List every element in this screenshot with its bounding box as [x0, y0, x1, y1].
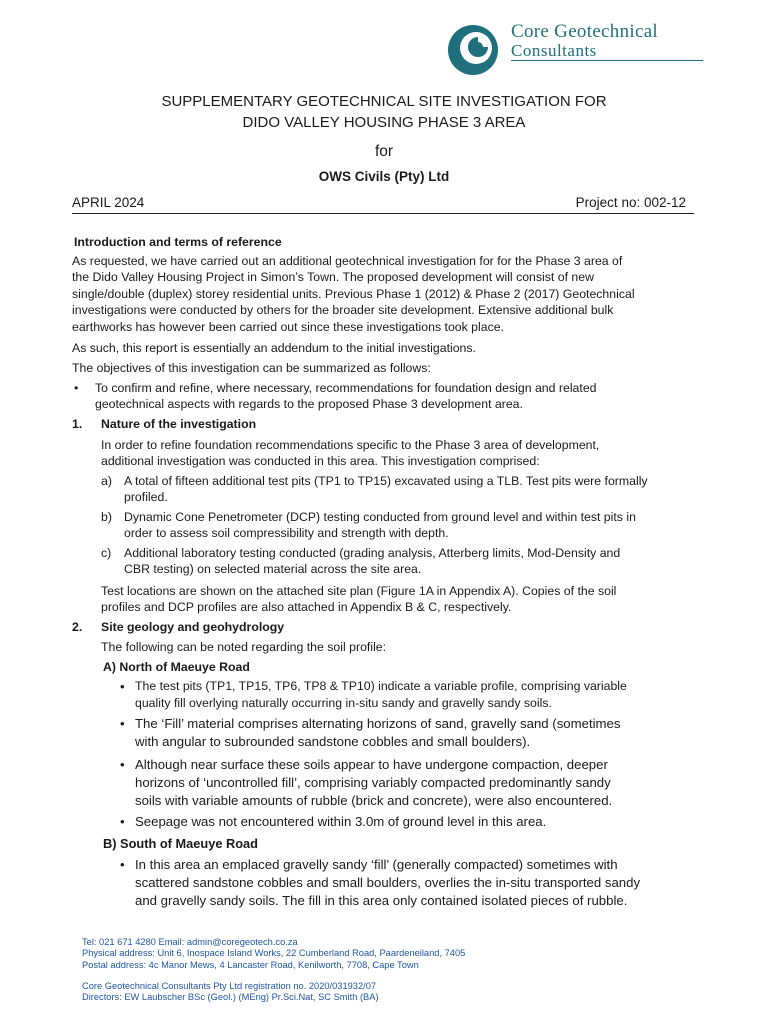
- text-line: single/double (duplex) storey residential units. Previous Phase 1 (2012) & Phase 2 (2017) Geotechnical: [72, 286, 635, 301]
- intro-paragraph-2: As such, this report is essentially an addendum to the initial investigations.: [72, 341, 476, 355]
- client-name: OWS Civils (Pty) Ltd: [318, 169, 450, 184]
- list-marker: c): [101, 546, 112, 560]
- company-name: [511, 22, 658, 60]
- text-line: To confirm and refine, where necessary, recommendations for foundation design and related: [95, 381, 597, 395]
- report-date: APRIL 2024: [72, 195, 145, 210]
- logo-divider: [511, 60, 703, 61]
- footer-postal-address: Postal address: 4c Manor Mews, 4 Lancaster Road, Kenilworth, 7708, Cape Town: [82, 959, 419, 970]
- list-marker: b): [101, 510, 112, 524]
- bullet-icon: •: [120, 716, 125, 731]
- text-line: with angular to subrounded sandstone cobbles and small boulders).: [135, 733, 531, 749]
- list-item: [124, 545, 620, 578]
- list-item: [135, 715, 620, 751]
- section1-heading: Nature of the investigation: [101, 417, 257, 431]
- text-line: CBR testing) on selected material across the site area.: [124, 562, 422, 577]
- text-line: and gravelly sandy soils. The fill in this area only contained isolated pieces of rubble.: [135, 892, 628, 908]
- bullet-icon: •: [74, 381, 79, 395]
- company-name-line1: Core Geotechnical: [511, 21, 659, 42]
- text-line: the Dido Valley Housing Project in Simon’s Town. The proposed development will consist of new: [72, 270, 594, 285]
- text-line: horizons of ‘uncontrolled fill’, comprising variably compacted predominantly sandy: [135, 774, 611, 790]
- report-for: for: [374, 143, 394, 160]
- section2-number: 2.: [72, 620, 83, 634]
- bullet-icon: •: [120, 814, 125, 829]
- text-line: Test locations are shown on the attached site plan (Figure 1A in Appendix A). Copies of the soil: [101, 584, 617, 598]
- intro-bullet: [95, 380, 597, 413]
- text-line: order to assess soil compressibility and strength with depth.: [124, 526, 449, 541]
- list-item: [124, 473, 648, 506]
- text-line: Additional laboratory testing conducted (grading analysis, Atterberg limits, Mod-Density and: [124, 546, 621, 560]
- footer-company: [82, 981, 379, 1004]
- footer-contact: [82, 937, 465, 971]
- bullet-icon: •: [120, 679, 125, 694]
- text-line: scattered sandstone cobbles and small boulders, overlies the in-situ transported sandy: [135, 874, 641, 890]
- intro-paragraph-3: The objectives of this investigation can be summarized as follows:: [72, 361, 431, 375]
- report-title-line1: SUPPLEMENTARY GEOTECHNICAL SITE INVESTIGATION FOR: [161, 93, 607, 110]
- text-line: soils with variable amounts of rubble (brick and concrete), were also encountered.: [135, 792, 613, 808]
- list-item: [124, 509, 636, 542]
- text-line: The ‘Fill’ material comprises alternating horizons of sand, gravelly sand (sometimes: [135, 716, 621, 731]
- text-line: profiles and DCP profiles are also attached in Appendix B & C, respectively.: [101, 600, 512, 615]
- text-line: As requested, we have carried out an additional geotechnical investigation for for the Phase 3 area of: [72, 254, 623, 268]
- subsection-b-heading: B) South of Maeuye Road: [103, 836, 258, 851]
- company-name-line2: Consultants: [511, 41, 597, 60]
- project-number: Project no: 002-12: [575, 195, 686, 210]
- intro-heading: Introduction and terms of reference: [74, 235, 282, 249]
- date-project-line: [72, 195, 694, 214]
- text-line: geotechnical aspects with regards to the proposed Phase 3 development area.: [95, 397, 523, 412]
- text-line: quality fill overlying naturally occurring in-situ sandy and gravelly sandy soils.: [135, 696, 552, 710]
- report-title-line2: DIDO VALLEY HOUSING PHASE 3 AREA: [242, 114, 526, 131]
- text-line: Although near surface these soils appear to have undergone compaction, deeper: [135, 757, 608, 772]
- text-line: A total of fifteen additional test pits (TP1 to TP15) excavated using a TLB. Test pits were formally: [124, 474, 648, 488]
- text-line: additional investigation was conducted in this area. This investigation comprised:: [101, 454, 540, 469]
- list-item: [135, 678, 627, 712]
- footer-directors: Directors: EW Laubscher BSc (Geol.) (MEng) Pr.Sci.Nat, SC Smith (BA): [82, 992, 379, 1003]
- list-item: [135, 856, 640, 909]
- list-item: [135, 756, 612, 809]
- bullet-icon: •: [120, 757, 125, 772]
- list-marker: a): [101, 474, 112, 488]
- section1-paragraph-2: [101, 583, 616, 616]
- section1-paragraph-1: [101, 437, 599, 470]
- section2-intro: The following can be noted regarding the soil profile:: [101, 640, 387, 654]
- section2-heading: Site geology and geohydrology: [101, 620, 285, 634]
- text-line: Seepage was not encountered within 3.0m of ground level in this area.: [135, 814, 547, 829]
- subsection-a-heading: A) North of Maeuye Road: [103, 660, 250, 674]
- text-line: profiled.: [124, 490, 168, 505]
- intro-paragraph-1: [72, 253, 635, 335]
- footer-physical-address: Physical address: Unit 6, Inospace Island Works, 22 Cumberland Road, Paardeneiland, 7405: [82, 948, 466, 959]
- footer-tel-email: Tel: 021 671 4280 Email: admin@coregeotech.co.za: [82, 937, 298, 947]
- text-line: The test pits (TP1, TP15, TP6, TP8 & TP10) indicate a variable profile, comprising variable: [135, 679, 627, 693]
- footer-registration: Core Geotechnical Consultants Pty Ltd registration no. 2020/031932/07: [82, 981, 377, 991]
- bullet-icon: •: [120, 857, 125, 872]
- text-line: Dynamic Cone Penetrometer (DCP) testing conducted from ground level and within test pits in: [124, 510, 636, 524]
- text-line: In order to refine foundation recommendations specific to the Phase 3 area of development,: [101, 438, 600, 452]
- text-line: investigations were conducted by others for the broader site development. Extensive additional bulk: [72, 303, 614, 318]
- company-logo-icon: [445, 22, 501, 78]
- section1-number: 1.: [72, 417, 83, 431]
- text-line: In this area an emplaced gravelly sandy ‘fill’ (generally compacted) sometimes with: [135, 857, 618, 872]
- list-item: [135, 813, 546, 831]
- text-line: earthworks has however been carried out since these investigations took place.: [72, 319, 505, 334]
